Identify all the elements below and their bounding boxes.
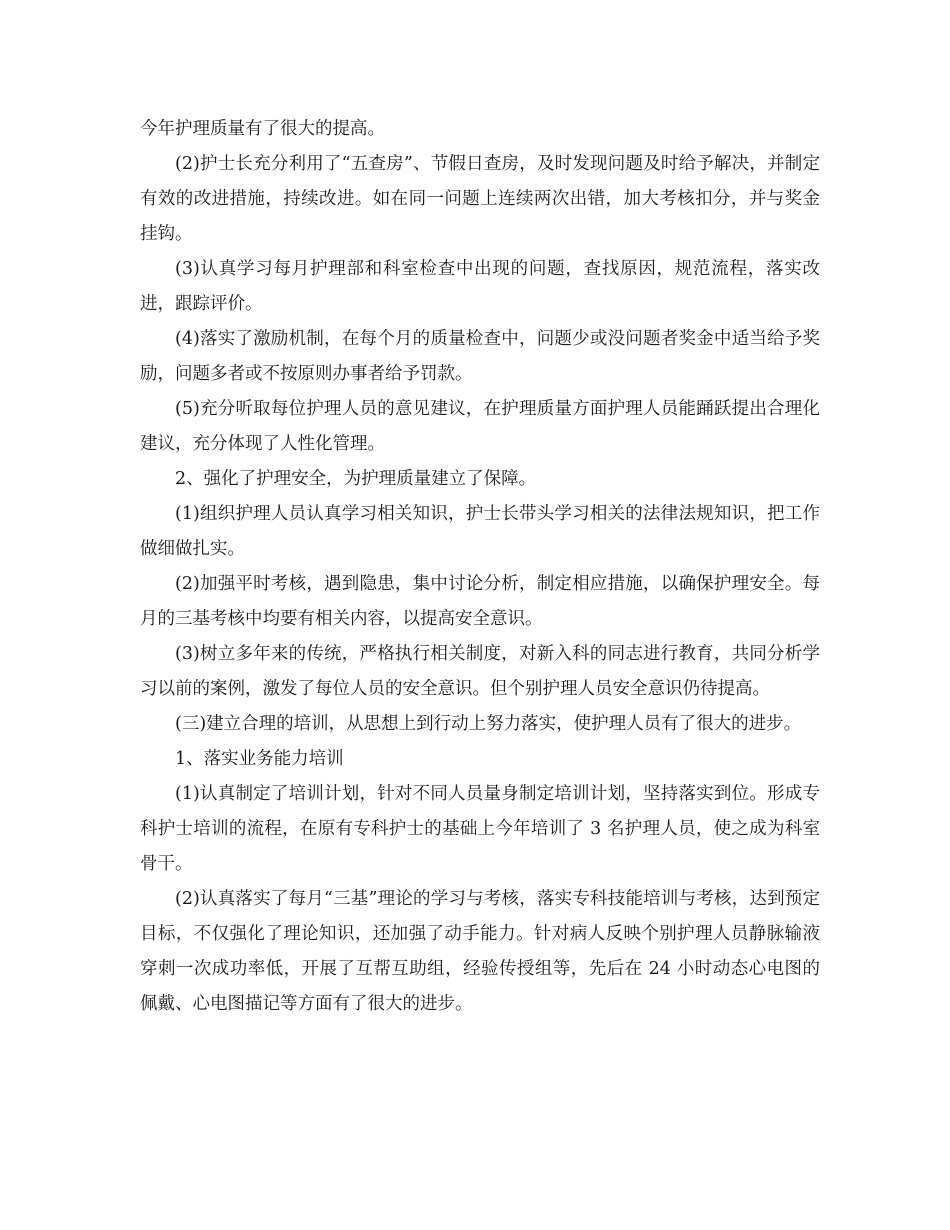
document-body bbox=[140, 112, 820, 1022]
paragraph-2: (2)护士长充分利用了“五查房”、节假日查房，及时发现问题及时给予解决，并制定有效的改进措施，持续改进。如在同一问题上连续两次出错，加大考核扣分，并与奖金挂钩。 bbox=[140, 154, 820, 244]
paragraph-5: (5)充分听取每位护理人员的意见建议，在护理质量方面护理人员能踊跃提出合理化建议，充分体现了人性化管理。 bbox=[140, 399, 820, 454]
paragraph-13: (2)认真落实了每月“三基”理论的学习与考核，落实专科技能培训与考核，达到预定目标，不仅强化了理论知识，还加强了动手能力。针对病人反映个别护理人员静脉输液穿刺一次成功率低，开展了互帮互助组，经验传授组等，先后在 24 小时动态心电图的佩戴、心电图描记等方面有了很大的进步。 bbox=[140, 889, 820, 1014]
section-heading-safety: 2、强化了护理安全，为护理质量建立了保障。 bbox=[175, 469, 537, 489]
paragraph-8: (2)加强平时考核，遇到隐患，集中讨论分析，制定相应措施，以确保护理安全。每月的三基考核中均要有相关内容，以提高安全意识。 bbox=[140, 574, 820, 629]
paragraph-9: (3)树立多年来的传统，严格执行相关制度，对新入科的同志进行教育，共同分析学习以前的案例，激发了每位人员的安全意识。但个别护理人员安全意识仍待提高。 bbox=[140, 644, 820, 699]
paragraph-4: (4)落实了激励机制，在每个月的质量检查中，问题少或没问题者奖金中适当给予奖励，问题多者或不按原则办事者给予罚款。 bbox=[140, 329, 820, 384]
section-heading-training: (三)建立合理的培训，从思想上到行动上努力落实，使护理人员有了很大的进步。 bbox=[175, 714, 802, 734]
paragraph-1: 今年护理质量有了很大的提高。 bbox=[140, 119, 385, 139]
paragraph-12: (1)认真制定了培训计划，针对不同人员量身制定培训计划，坚持落实到位。形成专科护士培训的流程，在原有专科护士的基础上今年培训了 3 名护理人员，使之成为科室骨干。 bbox=[140, 784, 820, 874]
subheading-business-training: 1、落实业务能力培训 bbox=[175, 749, 344, 769]
paragraph-7: (1)组织护理人员认真学习相关知识，护士长带头学习相关的法律法规知识，把工作做细做扎实。 bbox=[140, 504, 820, 559]
paragraph-3: (3)认真学习每月护理部和科室检查中出现的问题，查找原因，规范流程，落实改进，跟踪评价。 bbox=[140, 259, 820, 314]
